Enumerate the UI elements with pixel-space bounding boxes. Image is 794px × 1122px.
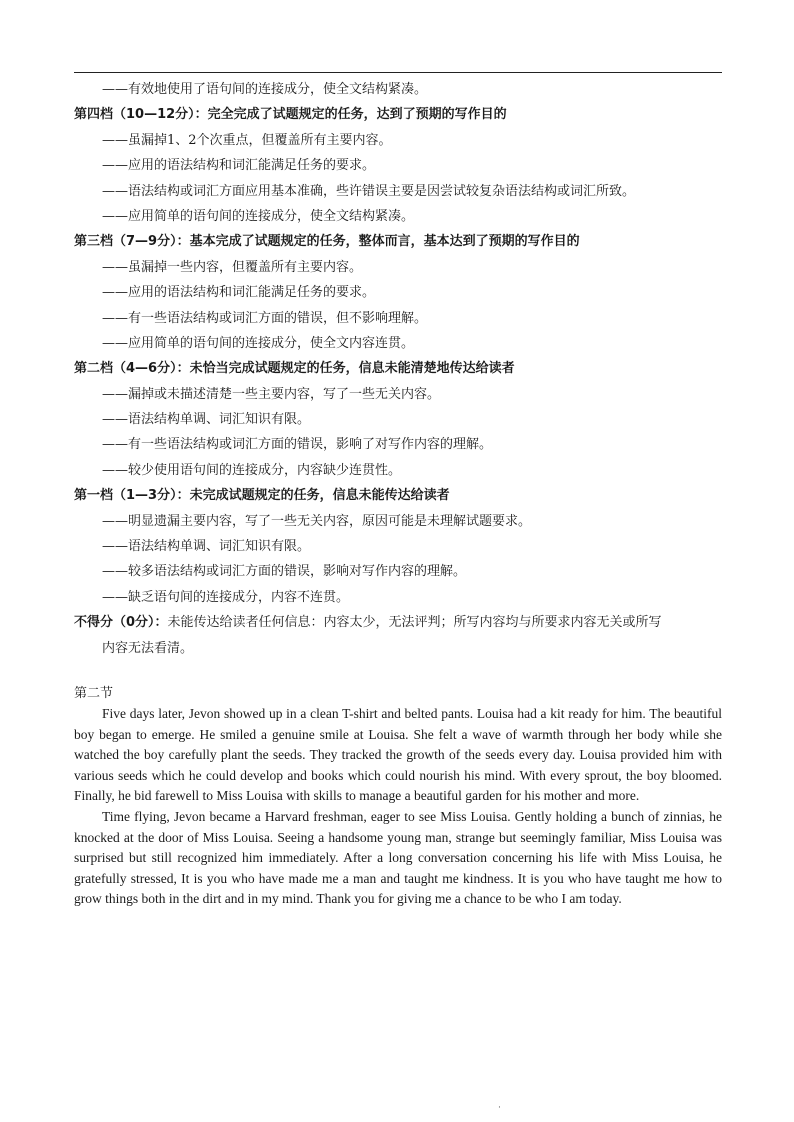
rubric-item: ——语法结构单调、词汇知识有限。 xyxy=(102,412,311,428)
scoring-rubric xyxy=(74,77,724,661)
no-score-label: 不得分（0分）： xyxy=(74,615,168,631)
rubric-item: ——虽漏掉1、2个次重点，但覆盖所有主要内容。 xyxy=(102,132,392,148)
section-title: 第二节 xyxy=(74,686,114,701)
no-score-text: 未能传达给读者任何信息：内容太少，无法评判；所写内容均与所要求内容无关或所写 xyxy=(167,615,662,631)
section-two xyxy=(74,684,722,910)
rubric-item: ——明显遗漏主要内容，写了一些无关内容，原因可能是未理解试题要求。 xyxy=(102,513,532,529)
footer-mark: · xyxy=(498,1103,501,1113)
rubric-item: ——应用简单的语句间的连接成分，使全文结构紧凑。 xyxy=(102,208,415,224)
header-rule xyxy=(74,72,722,73)
rubric-item: ——较多语法结构或词汇方面的错误，影响对写作内容的理解。 xyxy=(102,564,467,580)
rubric-item: ——漏掉或未描述清楚一些主要内容，写了一些无关内容。 xyxy=(102,386,441,402)
rubric-item: ——语法结构或词汇方面应用基本准确，些许错误主要是因尝试较复杂语法结构或词汇所致。 xyxy=(102,183,636,199)
rubric-item: ——有一些语法结构或词汇方面的错误，但不影响理解。 xyxy=(102,310,428,326)
rubric-item: ——有一些语法结构或词汇方面的错误，影响了对写作内容的理解。 xyxy=(102,437,493,453)
rubric-item: ——应用的语法结构和词汇能满足任务的要求。 xyxy=(102,158,376,174)
level-heading: 第二档（4—6分）：未恰当完成试题规定的任务，信息未能清楚地传达给读者 xyxy=(74,361,515,377)
rubric-item: ——缺乏语句间的连接成分，内容不连贯。 xyxy=(102,589,350,605)
rubric-item: ——应用的语法结构和词汇能满足任务的要求。 xyxy=(102,285,376,301)
no-score-text-continued: 内容无法看清。 xyxy=(102,640,194,656)
level-heading: 第三档（7—9分）：基本完成了试题规定的任务，整体而言，基本达到了预期的写作目的 xyxy=(74,234,580,250)
story-paragraph: Five days later, Jevon showed up in a clean T-shirt and belted pants. Louisa had a kit ready for him. The beautiful boy began to emerge. He smiled a genuine smile at Louisa. She felt a wave of warmth through her body while she watched the boy carefully plant the seeds. They tracked the growth of the seeds every day. Louisa provided him with various seeds which he could develop and books which could nourish his mind. With every sprout, the boy bloomed. Finally, he bid farewell to Miss Louisa with skills to manage a beautiful garden for his mother and more. xyxy=(74,706,722,804)
rubric-item: ——虽漏掉一些内容，但覆盖所有主要内容。 xyxy=(102,259,363,275)
no-score-level xyxy=(74,610,724,661)
rubric-item: ——应用简单的语句间的连接成分，使全文内容连贯。 xyxy=(102,335,415,351)
rubric-item: ——语法结构单调、词汇知识有限。 xyxy=(102,539,311,555)
level-heading: 第四档（10—12分）：完全完成了试题规定的任务，达到了预期的写作目的 xyxy=(74,107,507,123)
level-heading: 第一档（1—3分）：未完成试题规定的任务，信息未能传达给读者 xyxy=(74,488,450,504)
story-paragraph: Time flying, Jevon became a Harvard freshman, eager to see Miss Louisa. Gently holding a bunch of zinnias, he knocked at the door of Miss Louisa. Seeing a handsome young man, strange but seemingly familiar, Miss Louisa was surprised but still recognized him immediately. After a long conversation concerning his life with Miss Louisa, he gratefully stressed, It is you who have made me a man and taught me kindness. It is you who have taught me how to grow things both in the dirt and in my mind. Thank you for giving me a chance to be who I am today. xyxy=(74,808,722,907)
rubric-item: ——有效地使用了语句间的连接成分，使全文结构紧凑。 xyxy=(102,82,428,97)
rubric-item: ——较少使用语句间的连接成分，内容缺少连贯性。 xyxy=(102,462,402,478)
